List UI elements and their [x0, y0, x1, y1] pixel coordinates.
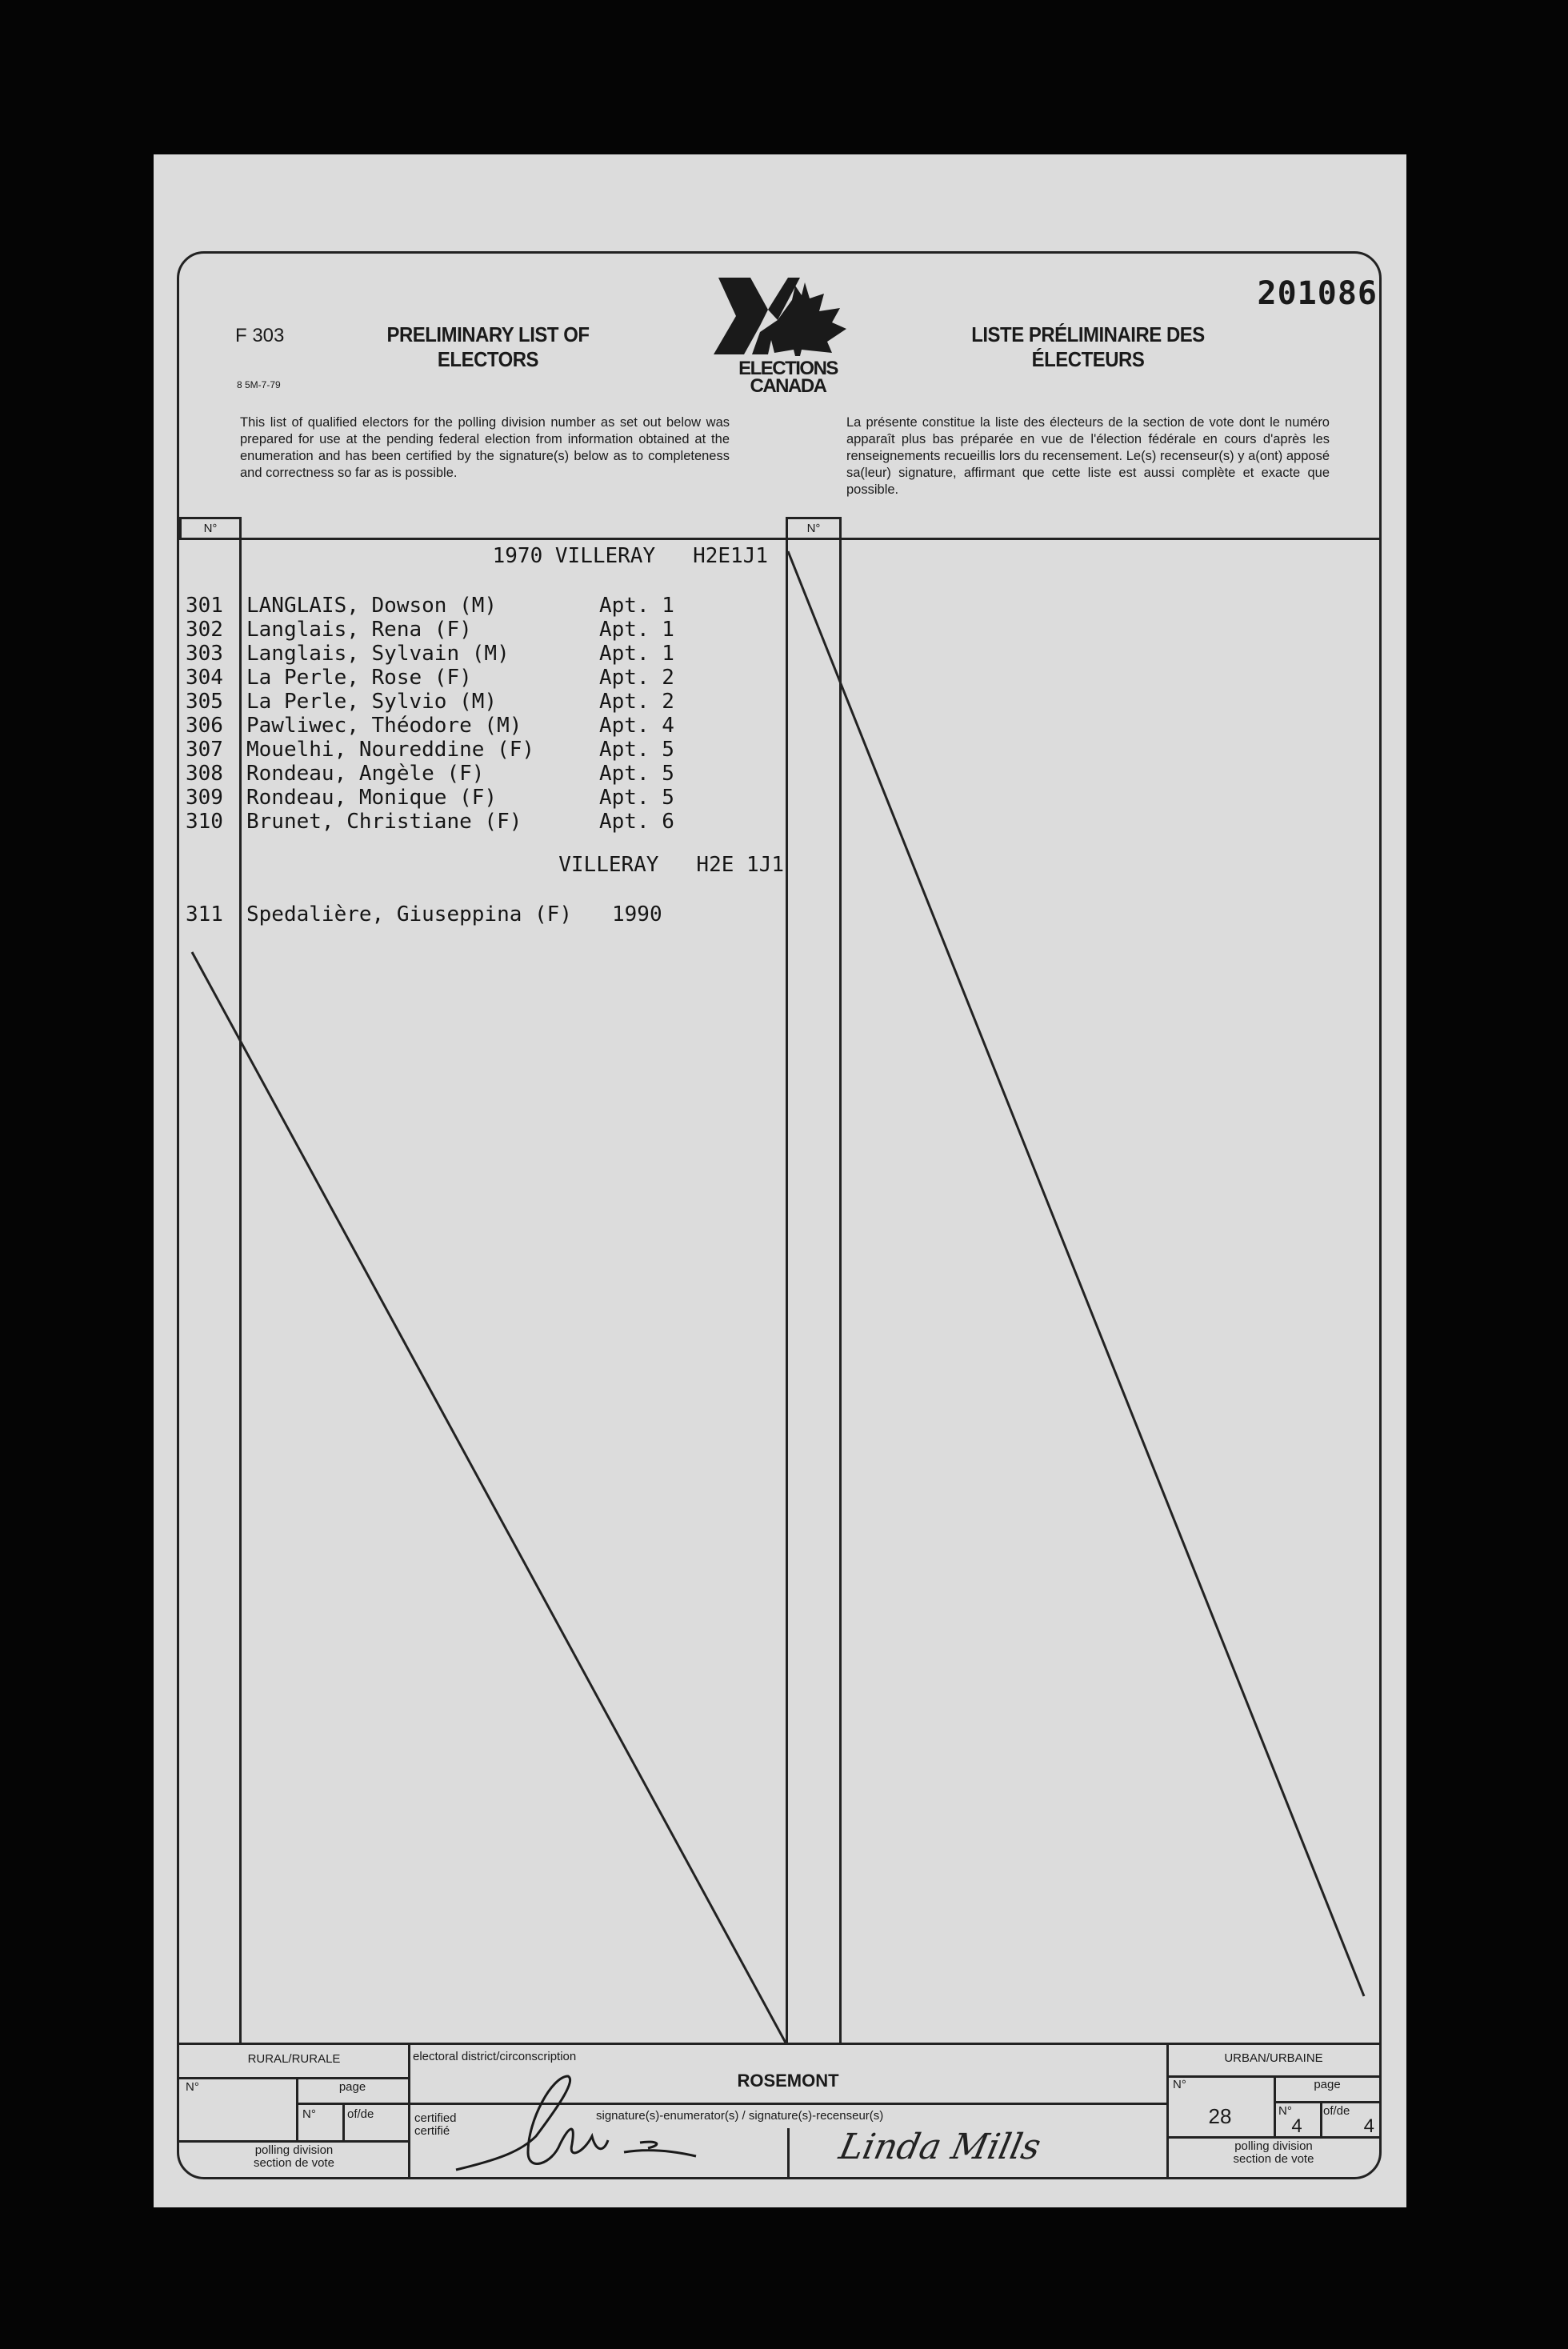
elector-number: 302: [186, 618, 223, 642]
urban-label: URBAN/URBAINE: [1224, 2051, 1323, 2065]
serial-number: 201086: [1257, 275, 1378, 312]
urban-of-label: of/de: [1323, 2104, 1350, 2118]
urban-page-no-label: N°: [1278, 2104, 1292, 2118]
urban-page-label: page: [1314, 2078, 1341, 2091]
district-label: electoral district/circonscription: [413, 2050, 577, 2063]
elector-address: Apt. 5: [599, 786, 674, 810]
signature-2: Linda Mills: [835, 2127, 1045, 2167]
elector-number: 304: [186, 666, 223, 690]
page-total: 4: [1363, 2115, 1374, 2137]
signature-label: signature(s)-enumerator(s) / signature(s)-recenseur(s): [596, 2109, 884, 2123]
no-column-header-right: N°: [786, 517, 842, 539]
elector-address: Apt. 4: [599, 714, 674, 738]
elector-number: 306: [186, 714, 223, 738]
logo-line1: ELECTIONS: [738, 358, 838, 379]
footer-line: [342, 2103, 345, 2141]
footer-line: [1274, 2101, 1381, 2103]
elector-name: Mouelhi, Noureddine (F): [246, 738, 535, 762]
elector-number: 308: [186, 762, 223, 786]
elector-name: Rondeau, Monique (F): [246, 786, 498, 810]
strike-line-left: [192, 952, 786, 2044]
elector-name: Rondeau, Angèle (F): [246, 762, 485, 786]
strike-line-right: [788, 551, 1364, 1996]
elector-number: 311: [186, 902, 223, 926]
elector-name: Pawliwec, Théodore (M): [246, 714, 522, 738]
elector-name: Brunet, Christiane (F): [246, 810, 522, 834]
elector-address: Apt. 2: [599, 690, 674, 714]
intro-text-fr: La présente constitue la liste des électeurs de la section de vote dont le numéro apparaît plus bas préparée en vue de l'élection fédérale en cours d'après les renseignements recueillis lors du recensement. Le(s) recenseur(s) y a(ont) apposé sa(leur) signature, affirmant que cette liste est aussi complète et exacte que possible.: [846, 415, 1330, 497]
certified-en: certified: [414, 2111, 457, 2125]
polling-division-en: polling division: [254, 2143, 334, 2157]
address-heading-2: VILLERAY H2E 1J1: [558, 853, 784, 877]
rural-no-label: N°: [186, 2080, 199, 2094]
elector-address: Apt. 1: [599, 642, 674, 666]
print-code: 8 5M-7-79: [237, 379, 281, 390]
elector-address: Apt. 1: [599, 594, 674, 618]
title-fr-line2: ÉLECTEURS: [1031, 347, 1145, 371]
rural-page-label: page: [338, 2080, 366, 2094]
elector-number: 303: [186, 642, 223, 666]
elector-number: 305: [186, 690, 223, 714]
urban-no-label: N°: [1173, 2078, 1186, 2091]
elector-number: 310: [186, 810, 223, 834]
no-column-header-left: N°: [179, 517, 242, 539]
elector-address: Apt. 5: [599, 738, 674, 762]
footer-line: [296, 2103, 409, 2105]
polling-division-fr: section de vote: [1233, 2152, 1314, 2166]
form-code: F 303: [235, 325, 285, 346]
rural-of-label: of/de: [347, 2107, 374, 2121]
elector-name: La Perle, Rose (F): [246, 666, 472, 690]
elector-address: Apt. 1: [599, 618, 674, 642]
logo-line2: CANADA: [750, 375, 826, 397]
elector-number: 301: [186, 594, 223, 618]
address-heading-1: 1970 VILLERAY H2E1J1: [492, 544, 768, 568]
footer-line: [787, 2128, 790, 2178]
urban-polling-division: [1166, 2140, 1381, 2166]
title-fr-line1: LISTE PRÉLIMINAIRE DES: [971, 322, 1205, 346]
rural-label: RURAL/RURALE: [247, 2052, 341, 2066]
title-en-line1: PRELIMINARY LIST OF: [386, 322, 590, 346]
certified-fr: certifié: [414, 2124, 450, 2138]
signature-1: [448, 2072, 736, 2176]
polling-division-fr: section de vote: [254, 2156, 334, 2170]
urban-no-value: 28: [1208, 2104, 1232, 2128]
elector-name: La Perle, Sylvio (M): [246, 690, 498, 714]
footer-line: [179, 2140, 409, 2143]
footer-line: [179, 2077, 409, 2079]
rural-page-no-label: N°: [302, 2107, 316, 2121]
page-number: 4: [1291, 2115, 1302, 2137]
elector-address: Apt. 6: [599, 810, 674, 834]
title-en-line2: ELECTORS: [437, 347, 539, 371]
polling-division-en: polling division: [1234, 2139, 1313, 2153]
elector-number: 309: [186, 786, 223, 810]
elector-name: Langlais, Rena (F): [246, 618, 472, 642]
footer-divider: [179, 2043, 1381, 2045]
intro-text-en: This list of qualified electors for the polling division number as set out below was prepared for use at the pending federal election from information obtained at the enumeration and has been certified by the signature(s) below as to completeness and correctness so far as is possible.: [240, 415, 730, 480]
elector-address: 1990: [612, 902, 662, 926]
elector-number: 307: [186, 738, 223, 762]
rural-polling-division: [179, 2144, 409, 2170]
elector-address: Apt. 2: [599, 666, 674, 690]
district-value: ROSEMONT: [737, 2071, 839, 2091]
elector-address: Apt. 5: [599, 762, 674, 786]
elector-name: Spedalière, Giuseppina (F): [246, 902, 572, 926]
elector-name: LANGLAIS, Dowson (M): [246, 594, 498, 618]
elector-name: Langlais, Sylvain (M): [246, 642, 510, 666]
